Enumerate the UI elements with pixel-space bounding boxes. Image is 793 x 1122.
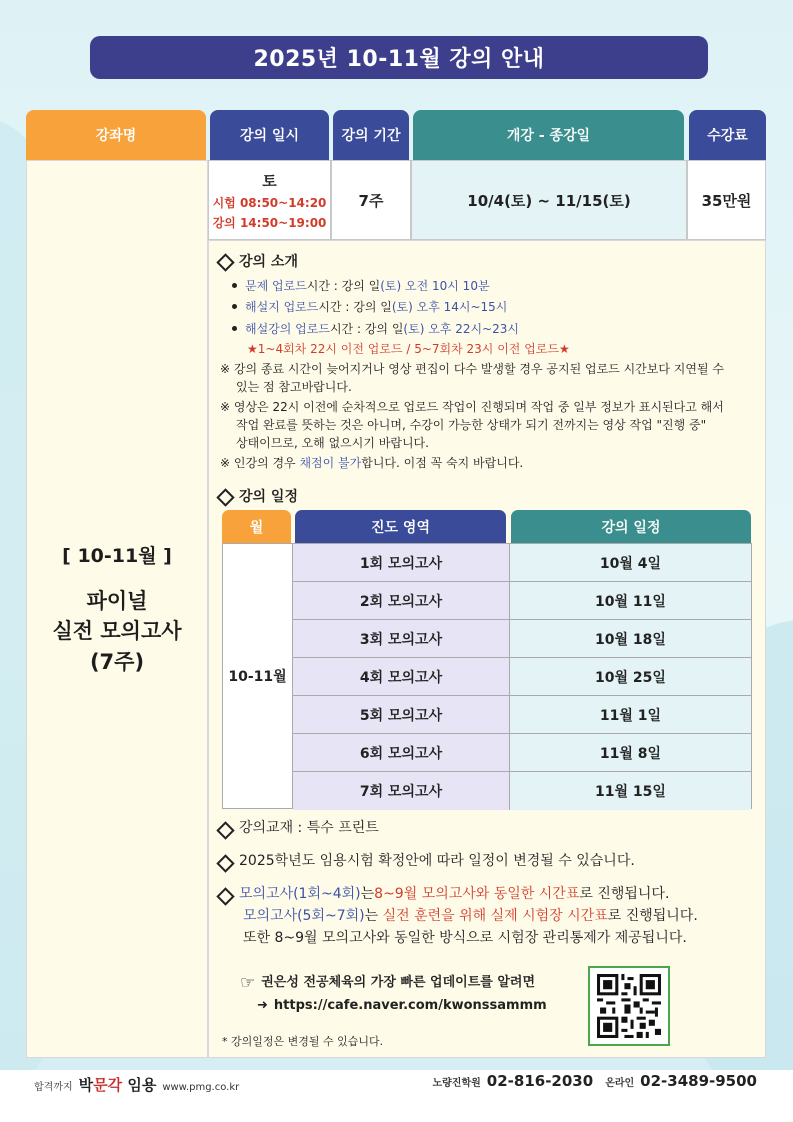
sched-header-date: 강의 일정 xyxy=(511,510,751,543)
brand-c: 임용 xyxy=(122,1076,157,1094)
bullet-2-time: (토) 오후 14시~15시 xyxy=(391,300,508,314)
mock-line-1 xyxy=(217,884,669,906)
exam-time: 시험 08:50~14:20 xyxy=(212,195,327,210)
diamond-icon xyxy=(217,254,231,268)
sched-header-area: 진도 영역 xyxy=(295,510,506,543)
online-phone[interactable]: 02-3489-9500 xyxy=(640,1072,757,1090)
textbook-text: 강의교재 : 특수 프린트 xyxy=(239,820,379,836)
note-3-c: 합니다. 이점 꼭 숙지 바랍니다. xyxy=(361,456,524,470)
table-row xyxy=(293,658,751,696)
header-schedule: 강의 일시 xyxy=(210,110,329,160)
dates-cell xyxy=(411,160,687,240)
footer-brand xyxy=(34,1074,239,1095)
footer-slogan: 합격까지 xyxy=(34,1082,73,1093)
sched-area: 5회 모의고사 xyxy=(293,696,510,733)
textbook-line xyxy=(217,818,379,840)
course-title xyxy=(52,541,181,677)
fee-value: 35만원 xyxy=(701,191,752,210)
note-3-a: ※ 인강의 경우 xyxy=(220,456,300,470)
table-row xyxy=(293,544,751,582)
mock-1-b: 는 xyxy=(360,886,375,902)
course-cell xyxy=(26,160,208,1058)
sched-date: 11월 1일 xyxy=(510,696,751,733)
bullet-1-mid: 시간 : 강의 일 xyxy=(306,279,381,293)
diamond-icon xyxy=(217,888,231,902)
qr-code-icon xyxy=(596,974,662,1038)
header-dates: 개강 - 종강일 xyxy=(413,110,684,160)
mock-2-b: 는 xyxy=(364,908,383,924)
intro-title-text: 강의 소개 xyxy=(239,254,298,270)
bullet-dot-icon xyxy=(232,304,237,309)
header-period: 강의 기간 xyxy=(333,110,409,160)
page-title: 2025년 10-11월 강의 안내 xyxy=(90,36,708,79)
sched-area: 1회 모의고사 xyxy=(293,544,510,581)
bullet-dot-icon xyxy=(232,326,237,331)
campus-label: 노량진학원 xyxy=(432,1078,481,1089)
footnote: * 강의일정은 변경될 수 있습니다. xyxy=(222,1035,384,1048)
note-2c: 상태이므로, 오해 없으시기 바랍니다. xyxy=(236,436,429,450)
intro-title xyxy=(217,251,298,271)
sched-date: 11월 8일 xyxy=(510,734,751,771)
sched-area: 4회 모의고사 xyxy=(293,658,510,695)
mock-2-d: 로 진행됩니다. xyxy=(607,908,698,924)
cafe-title-text: 권은성 전공체육의 가장 빠른 업데이트를 알려면 xyxy=(261,975,536,991)
schedule-title xyxy=(217,486,298,506)
course-name-line1: 파이널 xyxy=(86,588,148,613)
online-label: 온라인 xyxy=(605,1078,635,1089)
campus-phone[interactable]: 02-816-2030 xyxy=(486,1072,594,1090)
bullet-3-label: 해설강의 업로드 xyxy=(245,322,330,336)
note-2: ※ 영상은 22시 이전에 순차적으로 업로드 작업이 진행되며 작업 중 일부 정보가 표시된다고 해서 xyxy=(220,400,724,414)
sched-month-cell: 10-11월 xyxy=(223,544,293,808)
cafe-link[interactable]: https://cafe.naver.com/kwonssammm xyxy=(273,998,547,1013)
intro-bullet-1 xyxy=(232,277,490,294)
note-3 xyxy=(220,455,523,472)
footer-contacts xyxy=(432,1072,757,1090)
change-line xyxy=(217,851,635,873)
bullet-1-time: (토) 오전 10시 10분 xyxy=(380,279,490,293)
period-value: 7주 xyxy=(358,191,384,210)
sched-date: 10월 4일 xyxy=(510,544,751,581)
lecture-time: 강의 14:50~19:00 xyxy=(212,215,327,230)
header-fee: 수강료 xyxy=(689,110,766,160)
schedule-title-text: 강의 일정 xyxy=(239,489,298,505)
schedule-cell xyxy=(208,160,331,240)
mock-2-a: 모의고사(5회~7회) xyxy=(243,908,365,924)
bullet-3-time: (토) 오후 22시~23시 xyxy=(403,322,519,336)
table-row xyxy=(293,734,751,772)
mock-1-c: 8~9월 모의고사와 동일한 시간표 xyxy=(374,886,580,902)
bullet-dot-icon xyxy=(232,283,237,288)
qr-code[interactable] xyxy=(588,966,670,1046)
note-2b: 작업 완료를 뜻하는 것은 아니며, 수강이 가능한 상태가 되기 전까지는 영상 작업 "진행 중" xyxy=(236,418,707,432)
brand-a: 박 xyxy=(78,1076,94,1094)
upload-star-note: ★1~4회차 22시 이전 업로드 / 5~7회차 23시 이전 업로드★ xyxy=(247,342,570,356)
mock-1-d: 로 진행됩니다. xyxy=(579,886,670,902)
intro-bullet-3 xyxy=(232,320,519,337)
brand-logo[interactable] xyxy=(79,1074,157,1095)
brand-b: 문각 xyxy=(93,1076,123,1094)
cafe-link-row xyxy=(257,996,547,1016)
table-row xyxy=(293,772,751,810)
note-1: ※ 강의 종료 시간이 늦어지거나 영상 편집이 다수 발생할 경우 공지된 업로드 시간보다 지연될 수 xyxy=(220,362,724,376)
diamond-icon xyxy=(217,489,231,503)
intro-bullet-2 xyxy=(232,298,507,315)
table-row xyxy=(293,582,751,620)
sched-area: 6회 모의고사 xyxy=(293,734,510,771)
fee-cell xyxy=(687,160,766,240)
header-course: 강좌명 xyxy=(26,110,206,160)
course-name-line3: (7주) xyxy=(89,649,145,674)
cafe-title xyxy=(240,970,535,996)
arrow-right-icon: ➜ xyxy=(257,998,268,1013)
sched-date: 11월 15일 xyxy=(510,772,751,810)
sched-header-month: 월 xyxy=(222,510,291,543)
period-cell xyxy=(331,160,411,240)
diamond-icon xyxy=(217,822,231,836)
sched-date: 10월 18일 xyxy=(510,620,751,657)
schedule-day: 토 xyxy=(262,171,277,190)
mock-line-3: 또한 8~9월 모의고사와 동일한 방식으로 시험장 관리통제가 제공됩니다. xyxy=(243,930,687,946)
note-3-b: 채점이 불가 xyxy=(299,456,362,470)
mock-1-a: 모의고사(1회~4회) xyxy=(239,886,361,902)
course-name-line2: 실전 모의고사 xyxy=(52,619,182,644)
table-row xyxy=(293,620,751,658)
sched-date: 10월 11일 xyxy=(510,582,751,619)
note-1b: 있는 점 참고바랍니다. xyxy=(236,380,352,394)
sched-area: 7회 모의고사 xyxy=(293,772,510,810)
mock-line-2 xyxy=(243,906,698,928)
bullet-2-label: 해설지 업로드 xyxy=(245,300,319,314)
mock-2-c: 실전 훈련을 위해 실제 시험장 시간표 xyxy=(382,908,608,924)
change-text: 2025학년도 임용시험 확정안에 따라 일정이 변경될 수 있습니다. xyxy=(239,853,635,869)
sched-area: 2회 모의고사 xyxy=(293,582,510,619)
schedule-table xyxy=(222,543,752,809)
dates-value: 10/4(토) ~ 11/15(토) xyxy=(467,191,631,210)
diamond-icon xyxy=(217,855,231,869)
bullet-1-label: 문제 업로드 xyxy=(245,279,307,293)
table-row xyxy=(293,696,751,734)
pointing-hand-icon: ☞ xyxy=(240,973,256,993)
bullet-3-mid: 시간 : 강의 일 xyxy=(329,322,404,336)
sched-area: 3회 모의고사 xyxy=(293,620,510,657)
sched-date: 10월 25일 xyxy=(510,658,751,695)
bullet-2-mid: 시간 : 강의 일 xyxy=(318,300,392,314)
footer-url[interactable]: www.pmg.co.kr xyxy=(162,1082,240,1093)
course-month: [ 10-11월 ] xyxy=(62,544,172,567)
